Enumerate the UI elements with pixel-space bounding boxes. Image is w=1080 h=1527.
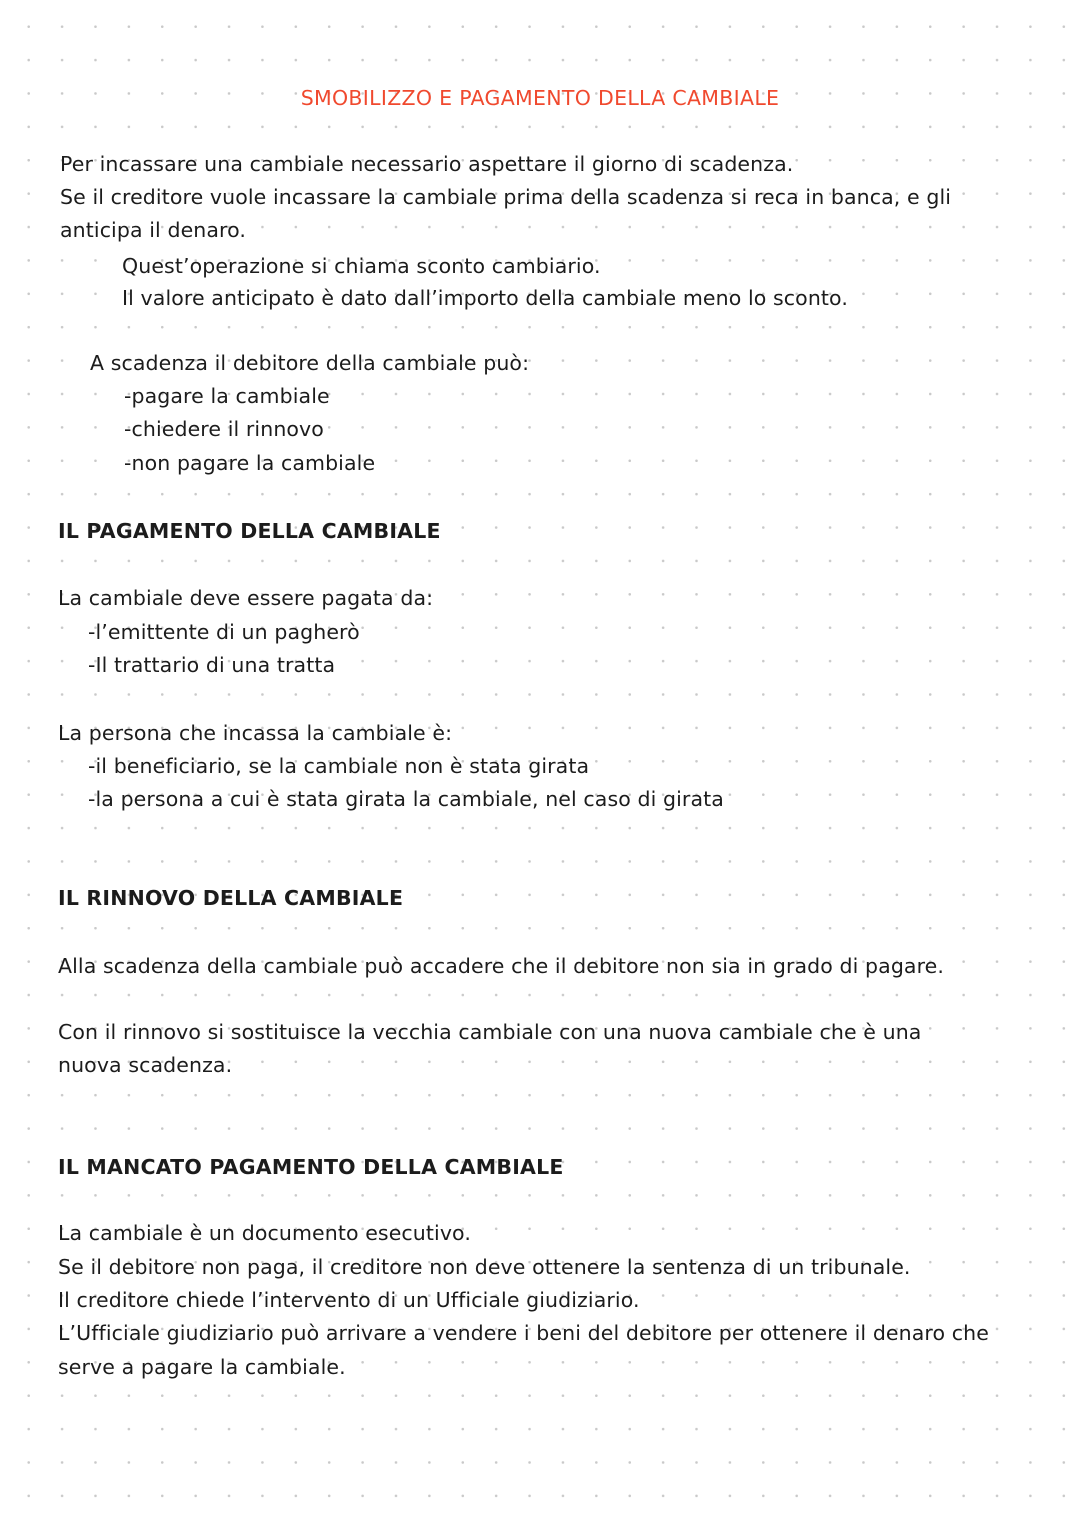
renewal-line-2: Con il rinnovo si sostituisce la vecchia cambiale con una nuova cambiale che è una [58, 1020, 922, 1044]
renewal-heading: IL RINNOVO DELLA CAMBIALE [58, 886, 404, 910]
non-payment-line-4: L’Ufficiale giudiziario può arrivare a vendere i beni del debitore per ottenere il denaro che [58, 1321, 989, 1345]
intro-line-2: Se il creditore vuole incassare la cambiale prima della scadenza si reca in banca, e gli [60, 185, 952, 209]
renewal-line-3: nuova scadenza. [58, 1053, 233, 1077]
options-item-2: -chiedere il rinnovo [124, 417, 324, 441]
intro-line-5: Il valore anticipato è dato dall’importo della cambiale meno lo sconto. [122, 286, 848, 310]
non-payment-line-1: La cambiale è un documento esecutivo. [58, 1221, 471, 1245]
renewal-line-1: Alla scadenza della cambiale può accadere che il debitore non sia in grado di pagare. [58, 954, 944, 978]
payment-heading: IL PAGAMENTO DELLA CAMBIALE [58, 519, 441, 543]
options-item-3: -non pagare la cambiale [124, 451, 376, 475]
payee-item-1: -il beneficiario, se la cambiale non è stata girata [88, 754, 590, 778]
non-payment-line-3: Il creditore chiede l’intervento di un Ufficiale giudiziario. [58, 1288, 640, 1312]
non-payment-line-5: serve a pagare la cambiale. [58, 1355, 346, 1379]
options-item-1: -pagare la cambiale [124, 384, 330, 408]
payee-item-2: -la persona a cui è stata girata la cambiale, nel caso di girata [88, 787, 724, 811]
intro-line-1: Per incassare una cambiale necessario aspettare il giorno di scadenza. [60, 152, 794, 176]
options-lead: A scadenza il debitore della cambiale può: [90, 351, 530, 375]
payer-lead: La cambiale deve essere pagata da: [58, 586, 434, 610]
intro-line-3: anticipa il denaro. [60, 218, 247, 242]
intro-line-4: Quest’operazione si chiama sconto cambiario. [122, 254, 601, 278]
non-payment-line-2: Se il debitore non paga, il creditore non deve ottenere la sentenza di un tribunale. [58, 1255, 911, 1279]
payee-lead: La persona che incassa la cambiale è: [58, 721, 453, 745]
page-title: SMOBILIZZO E PAGAMENTO DELLA CAMBIALE [300, 86, 780, 110]
payer-item-2: -Il trattario di una tratta [88, 653, 336, 677]
non-payment-heading: IL MANCATO PAGAMENTO DELLA CAMBIALE [58, 1155, 564, 1179]
payer-item-1: -l’emittente di un pagherò [88, 620, 360, 644]
